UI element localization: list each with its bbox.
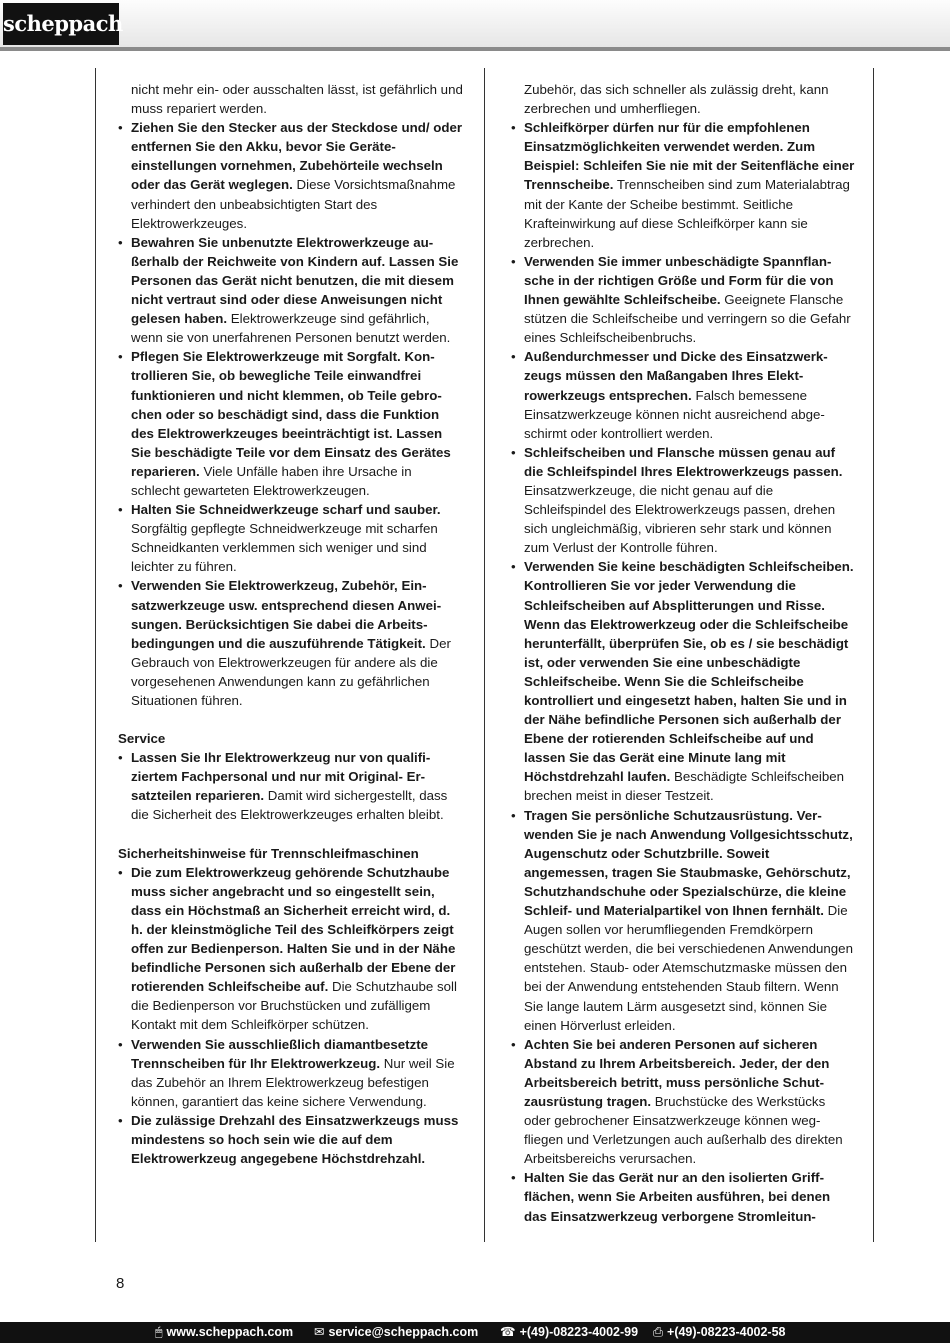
bullet-bold-text: Verwenden Sie immer unbeschädigte Spannflansche in der richtigen Größe und Form für die von Ihnen gewählte Schleifscheibe. xyxy=(524,253,834,308)
bullet-item xyxy=(118,233,464,348)
bullet-text: Sorgfältig gepflegte Schneidwerkzeuge mit scharfen Schneidkanten verklemmen sich weniger und sind leichter zu führen. xyxy=(131,521,438,575)
bullet-icon: • xyxy=(118,578,123,594)
bullet-item xyxy=(511,1168,855,1225)
bullet-item xyxy=(118,1035,464,1111)
bullet-item xyxy=(118,1111,464,1168)
bullet-bold-text: Ziehen Sie den Stecker aus der Steckdose und/ oder entfernen Sie den Akku, bevor Sie Geräteeinstellungen vornehmen, Zubehörteile wechseln oder das Gerät weglegen. xyxy=(131,120,463,193)
bullet-item xyxy=(511,557,855,805)
bullet-icon: • xyxy=(511,120,516,136)
bullet-list xyxy=(118,118,464,710)
bullet-bold-text: Schleifkörper dürfen nur für die empfohlenen Einsatzmöglichkeiten verwendet werden. Zum Beispiel: Schleifen Sie nie mit der Seitenfläche einer Trennscheibe. xyxy=(524,120,855,193)
bullet-item xyxy=(511,347,855,442)
bullet-item xyxy=(511,252,855,347)
bullet-icon: • xyxy=(511,1170,516,1186)
bullet-icon: • xyxy=(118,234,123,250)
bullet-icon: • xyxy=(118,1036,123,1052)
bullet-bold-text: Pflegen Sie Elektrowerkzeuge mit Sorgfalt. Kontrollieren Sie, ob bewegliche Teile einwandfrei funktionieren und nicht klemmen, ob Teile gebrochen oder so beschädigt sind, dass die Funktion des Elektrowerkzeuges beeinträchtigt ist. Lassen Sie beschädigte Teile vor dem Einsatz des Gerätes reparieren. xyxy=(131,349,451,479)
bullet-bold-text: Außendurchmesser und Dicke des Einsatzwerkzeugs müssen den Maßangaben Ihres Elektrowerkzeugs entsprechen. xyxy=(524,349,828,403)
right-column xyxy=(511,80,855,1226)
bullet-icon: • xyxy=(511,444,516,460)
fax-icon: ⎙ xyxy=(653,1325,664,1339)
bullet-text: Damit wird sichergestellt, dass die Sicherheit des Elektrowerkzeuges erhalten bleibt. xyxy=(131,788,448,823)
bullet-icon: • xyxy=(511,1036,516,1052)
bullet-bold-text: Tragen Sie persönliche Schutzausrüstung. Verwenden Sie je nach Anwendung Vollgesichtsschutz, Augenschutz oder Schutzbrille. Soweit angemessen, tragen Sie Staubmaske, Gehörschutz, Schutzhandschuhe oder Spezialschürze, die kleine Schleif- und Materialpartikel von Ihnen fernhält. xyxy=(524,807,853,919)
bullet-item xyxy=(511,806,855,1035)
bullet-bold-text: Lassen Sie Ihr Elektrowerkzeug nur von qualifiziertem Fachpersonal und nur mit Original- Ersatzteilen reparieren. xyxy=(131,750,431,804)
bullet-bold-text: Die zulässige Drehzahl des Einsatzwerkzeugs muss mindestens so hoch sein wie die auf dem Elektrowerkzeug angegebene Höchstdrehzahl. xyxy=(131,1112,459,1167)
bullet-text: Bruchstücke des Werkstücks oder gebrochener Einsatzwerkzeuge können wegfliegen und Verletzungen auch außerhalb des direkten Arbeitsbereichs verursachen. xyxy=(524,1093,843,1167)
footer-phone[interactable]: ☎ +(49)-08223-4002-99 xyxy=(500,1325,639,1339)
footer-website[interactable]: 🖱 www.scheppach.com xyxy=(155,1325,294,1339)
left-column xyxy=(118,80,464,1168)
header-bar xyxy=(0,0,950,51)
bullet-icon: • xyxy=(511,559,516,575)
bullet-bold-text: Verwenden Sie keine beschädigten Schleifscheiben. Kontrollieren Sie vor jeder Verwendung die Schleifscheiben auf Absplitterungen und Risse. Wenn das Elektrowerkzeug oder die Schleifscheibe herunterfällt, überprüfen Sie, ob es / sie beschädigt ist, oder verwenden Sie eine unbeschädigte Schleifscheibe. Wenn Sie die Schleifscheibe kontrolliert und eingesetzt haben, halten Sie und in der Nähe befindliche Personen sich außerhalb der Ebene der rotierenden Schleifscheibe auf und lassen Sie das Gerät eine Minute lang mit Höchstdrehzahl laufen. xyxy=(524,559,854,785)
bullet-text: Die Augen sollen vor herumfliegenden Fremdkörpern geschützt werden, die bei verschiedenen Anwendungen entstehen. Staub- oder Atemschutzmaske müssen den bei der Anwendung entstehenden Staub filtern. Wenn Sie lange lautem Lärm ausgesetzt sind, können Sie einen Hörverlust erleiden. xyxy=(524,903,853,1033)
column-rule-right xyxy=(873,68,874,1242)
bullet-bold-text: Achten Sie bei anderen Personen auf sicheren Abstand zu Ihrem Arbeitsbereich. Jeder, der den Arbeitsbereich betritt, muss persönliche Schutzausrüstung tragen. xyxy=(524,1036,830,1109)
bullet-icon: • xyxy=(118,120,123,136)
bullet-bold-text: Verwenden Sie ausschließlich diamantbesetzte Trennscheiben für Ihr Elektrowerkzeug. xyxy=(131,1036,429,1071)
section-heading-service: Service xyxy=(118,731,166,747)
column-rule-middle xyxy=(484,68,485,1242)
bullet-text: Viele Unfälle haben ihre Ursache in schlecht gewarteten Elektrowerkzeugen. xyxy=(131,463,412,498)
bullet-item xyxy=(118,748,464,824)
footer-bar xyxy=(0,1322,950,1343)
bullet-text: Nur weil Sie das Zubehör an Ihrem Elektrowerkzeug befestigen können, garantiert das keine sichere Verwendung. xyxy=(131,1055,455,1109)
bullet-text: Elektrowerkzeuge sind gefährlich, wenn sie von unerfahrenen Personen benutzt werden. xyxy=(131,311,451,346)
safety-bullet-list xyxy=(118,863,464,1169)
bullet-list xyxy=(511,118,855,1225)
bullet-icon: • xyxy=(118,1112,123,1128)
bullet-item xyxy=(118,118,464,233)
bullet-text: Die Schutzhaube soll die Bedienperson vor Bruchstücken und zufälligem Kontakt mit dem Schleifkörper schützen. xyxy=(131,979,457,1033)
phone-icon: ☎ xyxy=(500,1325,516,1339)
mail-icon: ✉ xyxy=(314,1325,325,1339)
column-rule-left xyxy=(95,68,96,1242)
page-number: 8 xyxy=(116,1275,125,1292)
bullet-bold-text: Halten Sie Schneidwerkzeuge scharf und sauber. xyxy=(131,502,441,518)
bullet-item xyxy=(511,1035,855,1169)
bullet-bold-text: Verwenden Sie Elektrowerkzeug, Zubehör, Einsatzwerkzeuge usw. entsprechend diesen Anweisungen. Berücksichtigen Sie dabei die Arbeitsbedingungen und die auszuführende Tätigkeit. xyxy=(131,578,442,651)
bullet-text: Der Gebrauch von Elektrowerkzeugen für andere als die vorgesehenen Anwendungen kann zu gefährlichen Situationen führen. xyxy=(131,635,451,708)
bullet-icon: • xyxy=(511,253,516,269)
intro-paragraph: nicht mehr ein- oder ausschalten lässt, ist gefährlich und muss repariert werden. xyxy=(131,82,463,117)
service-bullet-list xyxy=(118,748,464,824)
bullet-icon: • xyxy=(511,807,516,823)
bullet-bold-text: Die zum Elektrowerkzeug gehörende Schutzhaube muss sicher angebracht und so eingestellt sein, dass ein Höchstmaß an Sicherheit erreicht wird, d. h. der kleinstmögliche Teil des Schleifkörpers zeigt offen zur Bedienperson. Halten Sie und in der Nähe befindliche Personen sich außerhalb der Ebene der rotierenden Schleifscheibe auf. xyxy=(131,864,456,995)
bullet-bold-text: Bewahren Sie unbenutzte Elektrowerkzeuge außerhalb der Reichweite von Kindern auf. Lassen Sie Personen das Gerät nicht benutzen, die mit diesem nicht vertraut sind oder diese Anweisungen nicht gelesen haben. xyxy=(131,234,459,327)
bullet-text: Trennscheiben sind zum Materialabtrag mit der Kante der Scheibe bestimmt. Seitliche Krafteinwirkung auf diese Schleifkörper kann sie zerbrechen. xyxy=(524,177,850,250)
bullet-text: Einsatzwerkzeuge, die nicht genau auf die Schleifspindel des Elektrowerkzeugs passen, drehen sich ungleichmäßig, vibrieren sehr stark und können zum Verlust der Kontrolle führen. xyxy=(524,482,836,556)
bullet-icon: • xyxy=(118,349,123,365)
bullet-item xyxy=(118,500,464,576)
bullet-bold-text: Halten Sie das Gerät nur an den isolierten Griffflächen, wenn Sie Arbeiten ausführen, bei denen das Einsatzwerkzeug verborgene Stromleitun- xyxy=(524,1170,831,1224)
bullet-bold-text: Schleifscheiben und Flansche müssen genau auf die Schleifspindel Ihres Elektrowerkzeugs passen. xyxy=(524,444,843,479)
scheppach-logo: scheppach xyxy=(3,3,119,45)
bullet-item xyxy=(118,347,464,500)
bullet-item xyxy=(118,863,464,1035)
bullet-item xyxy=(511,118,855,252)
section-heading-safety: Sicherheitshinweise für Trennschleifmaschinen xyxy=(118,845,419,861)
computer-icon: 🖱 xyxy=(155,1325,163,1339)
bullet-text: Geeignete Flansche stützen die Schleifscheibe und verringern so die Gefahr eines Schleifscheibenbruchs. xyxy=(524,292,851,346)
bullet-item xyxy=(118,576,464,710)
footer-fax: ⎙ +(49)-08223-4002-58 xyxy=(653,1325,786,1339)
footer-email[interactable]: ✉ service@scheppach.com xyxy=(314,1325,479,1339)
bullet-icon: • xyxy=(118,750,123,766)
bullet-item xyxy=(511,443,855,558)
bullet-icon: • xyxy=(118,864,123,880)
bullet-icon: • xyxy=(118,502,123,518)
intro-paragraph: Zubehör, das sich schneller als zulässig dreht, kann zerbrechen und umherfliegen. xyxy=(524,82,829,117)
bullet-text: Beschädigte Schleifscheiben brechen meist in dieser Testzeit. xyxy=(524,769,845,804)
bullet-text: Diese Vorsichtsmaßnahme verhindert den unbeabsichtigten Start des Elektrowerkzeuges. xyxy=(131,177,456,231)
bullet-icon: • xyxy=(511,349,516,365)
bullet-text: Falsch bemessene Einsatzwerkzeuge können nicht ausreichend abgeschirmt oder kontrolliert werden. xyxy=(524,387,825,441)
